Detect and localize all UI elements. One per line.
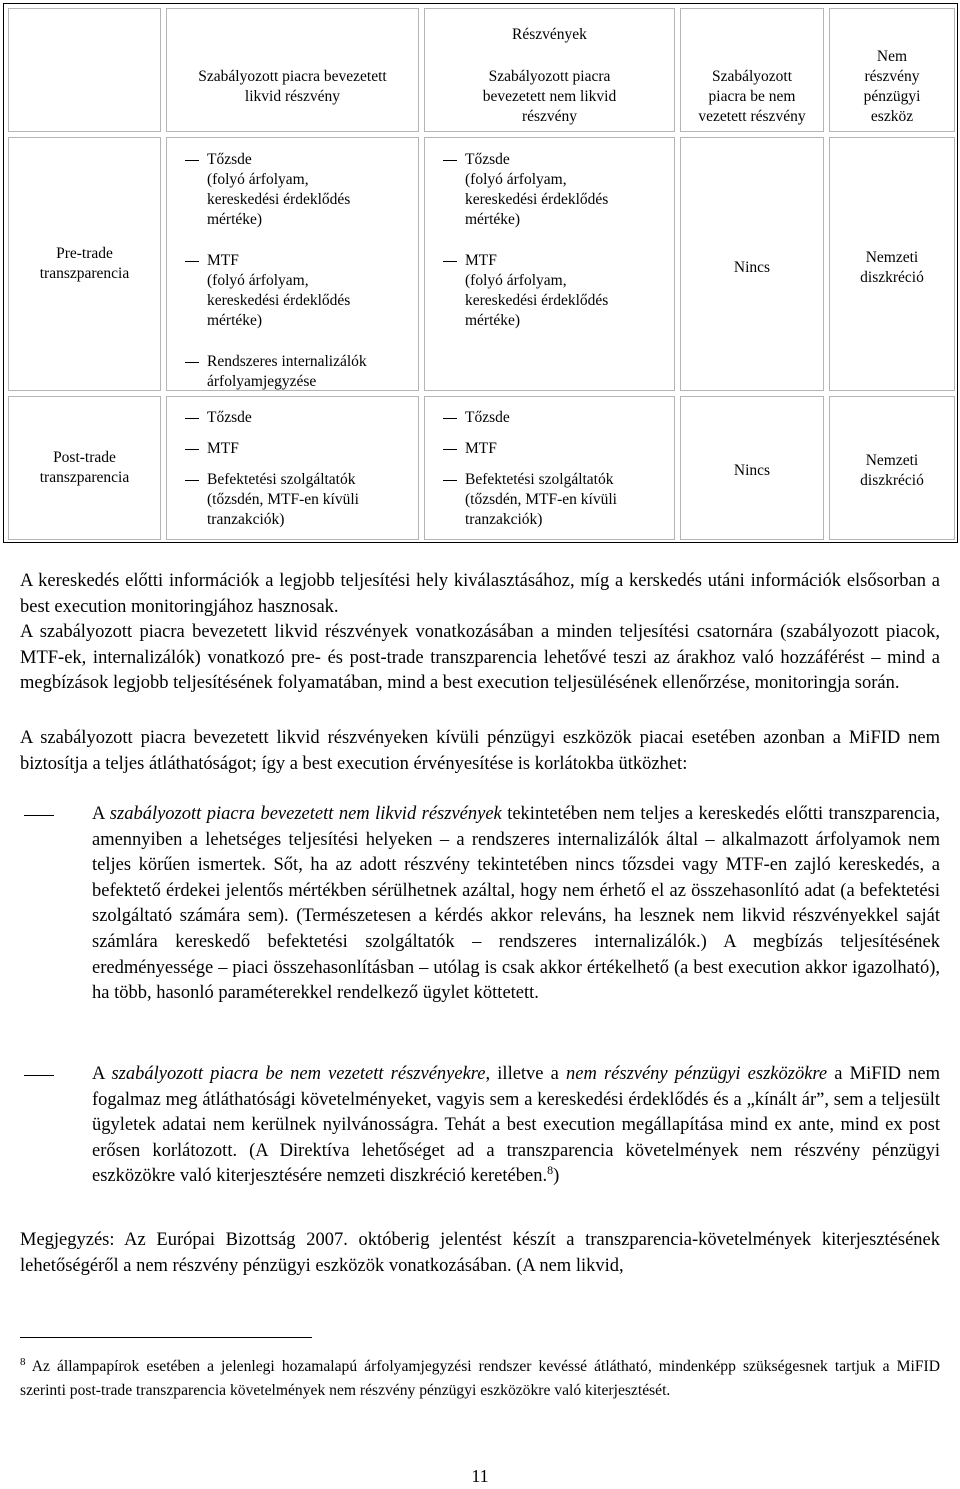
col2-title: Szabályozott piacra bevezetett nem likvid részvény — [482, 68, 617, 125]
list-item-text: Tőzsde — [465, 409, 510, 426]
posttrade-col3-text: Nincs — [733, 462, 771, 479]
list-item — [443, 251, 664, 331]
list-item — [185, 352, 408, 392]
posttrade-col2 — [424, 396, 675, 540]
pretrade-col4 — [829, 137, 955, 391]
pretrade-label — [8, 137, 161, 391]
posttrade-col1 — [166, 396, 419, 540]
dash-icon — [443, 408, 465, 428]
paragraph-2: A szabályozott piacra bevezetett likvid részvények vonatkozásában a minden teljesítési csatornára (szabályozott piacok, MTF-ek, internalizálók) vonatkozó pre- és post-trade transzparencia lehetővé teszi az árakhoz való hozzáférést – mind a megbízások legjobb teljesítésének folyamatában, mind a best execution teljesülésének ellenőrzése, monitoringja során. — [20, 622, 940, 694]
bullet-2-text-end: ) — [553, 1166, 560, 1187]
footnote — [20, 1355, 940, 1403]
pretrade-col2 — [424, 137, 675, 391]
bullet-2-lead: A — [92, 1064, 112, 1084]
list-item-text: Tőzsde (folyó árfolyam, kereskedési érdeklődés mértéke) — [207, 151, 351, 228]
bullet-1-text: tekintetében nem teljes a kereskedés előtti transzparencia, amennyiben a lehetséges teljesítési helyeken – a rendszeres internalizálók által – alkalmazott árfolyamok nem teljes körűen ismertek. Sőt, ha az adott részvény tekintetében nincs tőzsdei vagy MTF-en zajló kereskedés, a befektető érdekei jelentős mértékben sérülhetnek azáltal, hogy nem érhető el az összehasonlító adat (a befektetési szolgáltató számára sem). (Természetesen a kérdés akkor releváns, ha lesznek nem likvid részvényekkel saját számlára kereskedő befektetési szolgáltatók – rendszeres internalizálók.) A megbízás teljesítésének eredményessége – piaci összehasonlításban – utólag is csak akkor értékelhető (a best execution akkor igazolható), ha több, hasonló paraméterekkel rendelkező ügylet köttetett. — [92, 804, 941, 1004]
list-item-text: Tőzsde (folyó árfolyam, kereskedési érdeklődés mértéke) — [465, 151, 609, 228]
bullet-2-italic-2: nem részvény pénzügyi eszközökre — [566, 1064, 828, 1084]
dash-icon — [185, 150, 207, 170]
list-item — [443, 408, 664, 428]
posttrade-col4-text: Nemzeti diszkréció — [860, 452, 924, 489]
bullet-dash-icon — [24, 1075, 54, 1076]
list-item-text: MTF (folyó árfolyam, kereskedési érdeklődés mértéke) — [465, 252, 609, 329]
col3-title: Szabályozott piacra be nem vezetett részvény — [698, 68, 806, 125]
dash-icon — [185, 470, 207, 490]
dash-icon — [185, 408, 207, 428]
dash-icon — [443, 470, 465, 490]
pretrade-col4-text: Nemzeti diszkréció — [860, 249, 924, 286]
posttrade-col3 — [680, 396, 824, 540]
transparency-table — [3, 3, 958, 543]
dash-icon — [443, 150, 465, 170]
col1-title: Szabályozott piacra bevezetett likvid részvény — [198, 68, 387, 105]
paragraph-1: A kereskedés előtti információk a legjobb teljesítési hely kiválasztásához, míg a kerskedés utáni információk elsősorban a best execution monitoringjához hasznosak. — [20, 571, 940, 617]
list-item — [185, 408, 408, 428]
dash-icon — [443, 251, 465, 271]
list-item — [185, 251, 408, 331]
footnote-text: Az állampapírok esetében a jelenlegi hozamalapú árfolyamjegyzési rendszer kevéssé átlátható, mindenképp szükségesnek tartjuk a MiFID szerinti post-trade transzparencia követelmények nem részvény pénzügyi eszközökre való kiterjesztését. — [20, 1358, 940, 1399]
list-item — [443, 150, 664, 230]
list-item — [185, 470, 408, 530]
list-item-text: MTF — [207, 440, 239, 457]
header-col3 — [680, 8, 824, 132]
list-item-text: MTF (folyó árfolyam, kereskedési érdeklődés mértéke) — [207, 252, 351, 329]
pretrade-col3 — [680, 137, 824, 391]
list-item-text: MTF — [465, 440, 497, 457]
bullet-1-italic: szabályozott piacra bevezetett nem likvid részvények — [109, 804, 502, 824]
header-col1 — [166, 8, 419, 132]
posttrade-col4 — [829, 396, 955, 540]
paragraph-3: A szabályozott piacra bevezetett likvid részvényeken kívüli pénzügyi eszközök piacai esetében azonban a MiFID nem biztosítja a teljes átláthatóságot; így a best execution érvényesítése is korlátokba ütközhet: — [20, 728, 940, 774]
bullet-2-text-a: , illetve a — [485, 1064, 566, 1084]
pretrade-col3-text: Nincs — [733, 259, 771, 276]
list-item — [443, 439, 664, 459]
header-empty-cell — [8, 8, 161, 132]
list-item-text: Tőzsde — [207, 409, 252, 426]
bullet-item-1 — [92, 802, 940, 1007]
bullet-1-lead: A — [92, 804, 110, 824]
header-col4 — [829, 8, 955, 132]
bullet-item-2 — [92, 1062, 940, 1190]
bullet-2-text-b: a MiFID nem fogalmaz meg átláthatósági követelményeket, vagyis sem a kereskedési érdeklődés és a „kínált ár”, sem a teljesült ügyletek adatai nem kerülnek nyilvánosságra. Tehát a best execution megállapítása mind ex ante, mind ex post erősen korlátozott. (A Direktíva lehetőséget ad a transzparencia követelmények nem részvény pénzügyi eszközökre való kiterjesztésére nemzeti diszkréció keretében. — [92, 1064, 941, 1187]
page-number: 11 — [471, 1466, 489, 1486]
bullet-2-italic-1: szabályozott piacra be nem vezetett részvényekre — [111, 1064, 486, 1084]
dash-icon — [185, 352, 207, 372]
list-item — [443, 470, 664, 530]
posttrade-label — [8, 396, 161, 540]
footnote-number: 8 — [20, 1355, 26, 1368]
footnote-ref[interactable]: 8 — [547, 1163, 554, 1178]
list-item — [185, 439, 408, 459]
col4-title: Nem részvény pénzügyi eszköz — [863, 48, 921, 125]
list-item-text: Befektetési szolgáltatók (tőzsdén, MTF-en kívüli tranzakciók) — [207, 471, 359, 528]
paragraph-4: Megjegyzés: Az Európai Bizottság 2007. októberig jelentést készít a transzparencia-követelmények kiterjesztésének lehetőségéről a nem részvény pénzügyi eszközök vonatkozásában. (A nem likvid, — [20, 1230, 940, 1276]
dash-icon — [185, 251, 207, 271]
pretrade-label-text: Pre-trade transzparencia — [39, 245, 130, 282]
list-item — [185, 150, 408, 230]
dash-icon — [443, 439, 465, 459]
pretrade-col1 — [166, 137, 419, 391]
dash-icon — [185, 439, 207, 459]
posttrade-label-text: Post-trade transzparencia — [39, 449, 130, 486]
shares-group-title: Részvények — [512, 26, 587, 43]
header-col2 — [424, 8, 675, 132]
list-item-text: Rendszeres internalizálók árfolyamjegyzése — [207, 353, 367, 390]
bullet-dash-icon — [24, 815, 54, 816]
footnote-separator — [20, 1337, 312, 1338]
list-item-text: Befektetési szolgáltatók (tőzsdén, MTF-en kívüli tranzakciók) — [465, 471, 617, 528]
